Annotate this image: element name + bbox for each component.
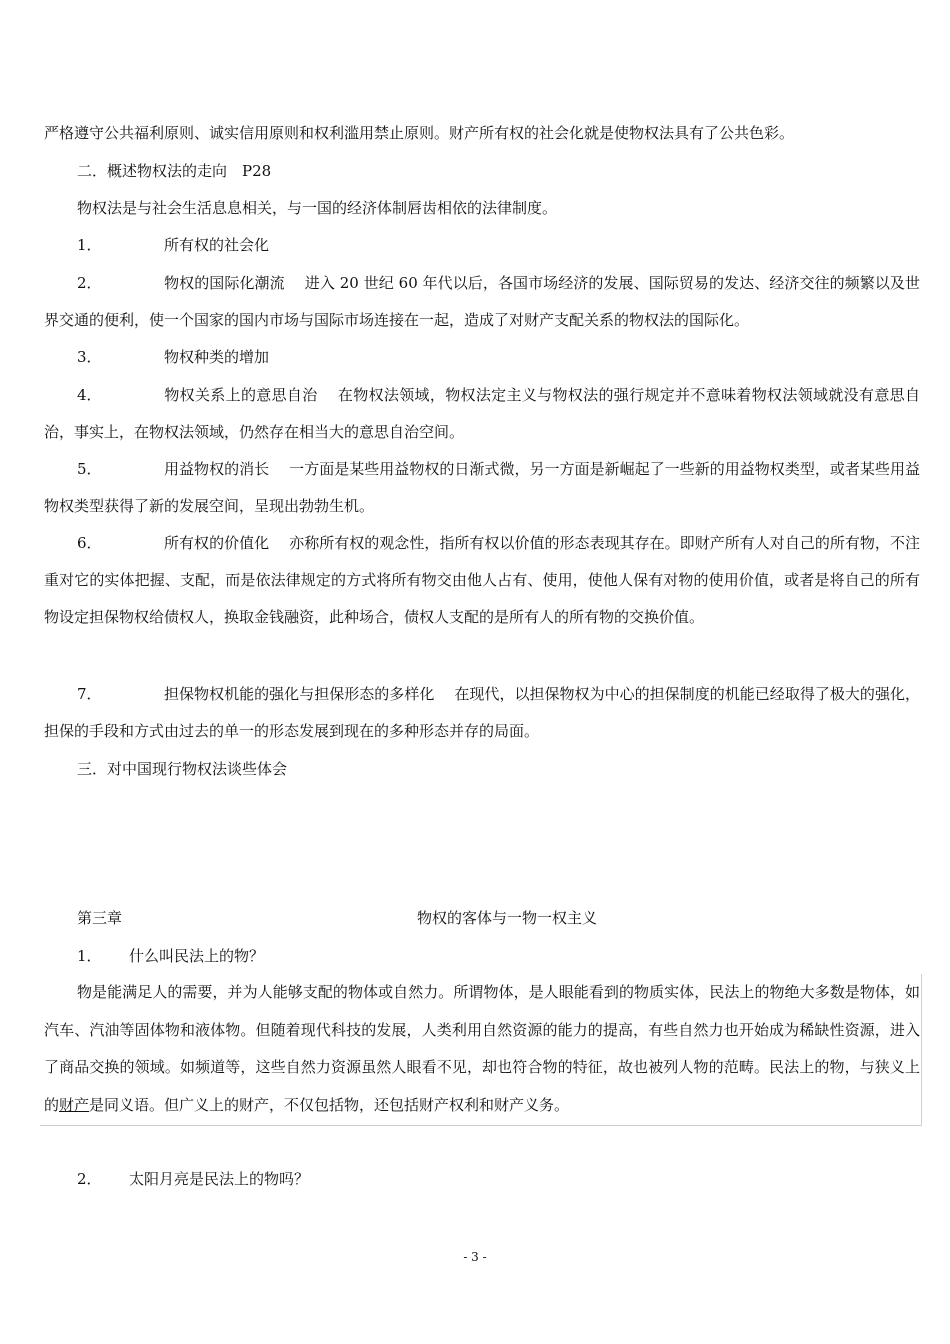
trend-body: 亦称所有权的观念性，指所有权以价值的形态表现其存在。即财产所有人对自己的所有物，不注重对它的实体把握、支配，而是依法律规定的方式将所有物交由他人占有、使用，使他人保有对物的使用价值，或者是将自己的所有物设定担保物权给债权人，换取金钱融资，此种场合，债权人支配的是所有人的所有物的交换价值。 (44, 534, 920, 626)
trend-number: 3． (77, 348, 102, 366)
trend-item-7 (44, 676, 920, 750)
trend-title: 担保物权机能的强化与担保形态的多样化 (164, 685, 435, 703)
section-heading-3: 三．对中国现行物权法谈些体会 (77, 760, 288, 778)
trend-item-6 (44, 525, 920, 636)
trend-title: 物权关系上的意思自治 (164, 386, 318, 404)
trend-number: 1． (77, 236, 102, 254)
paragraph-intro-tail: 严格遵守公共福利原则、诚实信用原则和权利滥用禁止原则。财产所有权的社会化就是使物权法具有了公共色彩。 (44, 124, 795, 142)
trend-number: 7． (77, 685, 102, 703)
trend-body: 在物权法领域，物权法定主义与物权法的强行规定并不意味着物权法领域就没有意思自治，事实上，在物权法领域，仍然存在相当大的意思自治空间。 (44, 386, 920, 441)
trend-number: 5． (77, 460, 102, 478)
question-2 (77, 1164, 309, 1194)
answer-text-part2: 是同义语。但广义上的财产，不仅包括物，还包括财产权利和财产义务。 (89, 1095, 570, 1114)
trend-title: 用益物权的消长 (164, 460, 270, 478)
chapter-title: 物权的客体与一物一权主义 (417, 909, 598, 927)
trend-body: 进入 20 世纪 60 年代以后，各国市场经济的发展、国际贸易的发达、经济交往的频繁以及世界交通的便利，使一个国家的国内市场与国际市场连接在一起，造成了对财产支配关系的物权法的国际化。 (44, 274, 920, 329)
section-heading-2: 二．概述物权法的走向 P28 (77, 162, 272, 180)
underlined-term: 财产 (59, 1095, 90, 1114)
trend-number: 2． (77, 274, 102, 292)
question-1 (77, 941, 264, 971)
trend-item-5 (44, 451, 920, 525)
trend-number: 4． (77, 386, 102, 404)
trend-item-4 (44, 377, 920, 451)
trend-title: 物权的国际化潮流 (164, 274, 285, 292)
trend-body: 一方面是某些用益物权的日渐式微，另一方面是新崛起了一些新的用益物权类型，或者某些用益物权类型获得了新的发展空间，呈现出勃勃生机。 (44, 460, 920, 515)
trend-item-3 (44, 339, 920, 376)
answer-1-paragraph (44, 974, 920, 1124)
question-text: 什么叫民法上的物？ (129, 947, 265, 965)
question-text: 太阳月亮是民法上的物吗？ (129, 1170, 310, 1188)
answer-text-part1: 物是能满足人的需要，并为人能够支配的物体或自然力。所谓物体，是人眼能看到的物质实体，民法上的物绝大多数是物体，如汽车、汽油等固体物和液体物。但随着现代科技的发展，人类利用自然资源的能力的提高，有些自然力也开始成为稀缺性资源，进入了商品交换的领域。如频道等，这些自然力资源虽然人眼看不见，却也符合物的特征，故也被列人物的范畴。民法上的物，与狭义上的 (44, 983, 920, 1114)
trend-title: 所有权的价值化 (164, 534, 270, 552)
trend-title: 物权种类的增加 (164, 348, 270, 366)
trend-title: 所有权的社会化 (164, 236, 270, 254)
chapter-number: 第三章 (77, 909, 123, 927)
trend-body: 在现代，以担保物权为中心的担保制度的机能已经取得了极大的强化，担保的手段和方式由过去的单一的形态发展到现在的多种形态并存的局面。 (44, 685, 920, 740)
trend-number: 6． (77, 534, 102, 552)
trend-item-1 (44, 227, 920, 264)
paragraph-section2-lead: 物权法是与社会生活息息相关，与一国的经济体制唇齿相依的法律制度。 (77, 199, 558, 217)
question-number: 2． (77, 1170, 102, 1188)
question-number: 1． (77, 947, 102, 965)
page-number: - 3 - (463, 1250, 487, 1264)
trend-item-2 (44, 265, 920, 339)
